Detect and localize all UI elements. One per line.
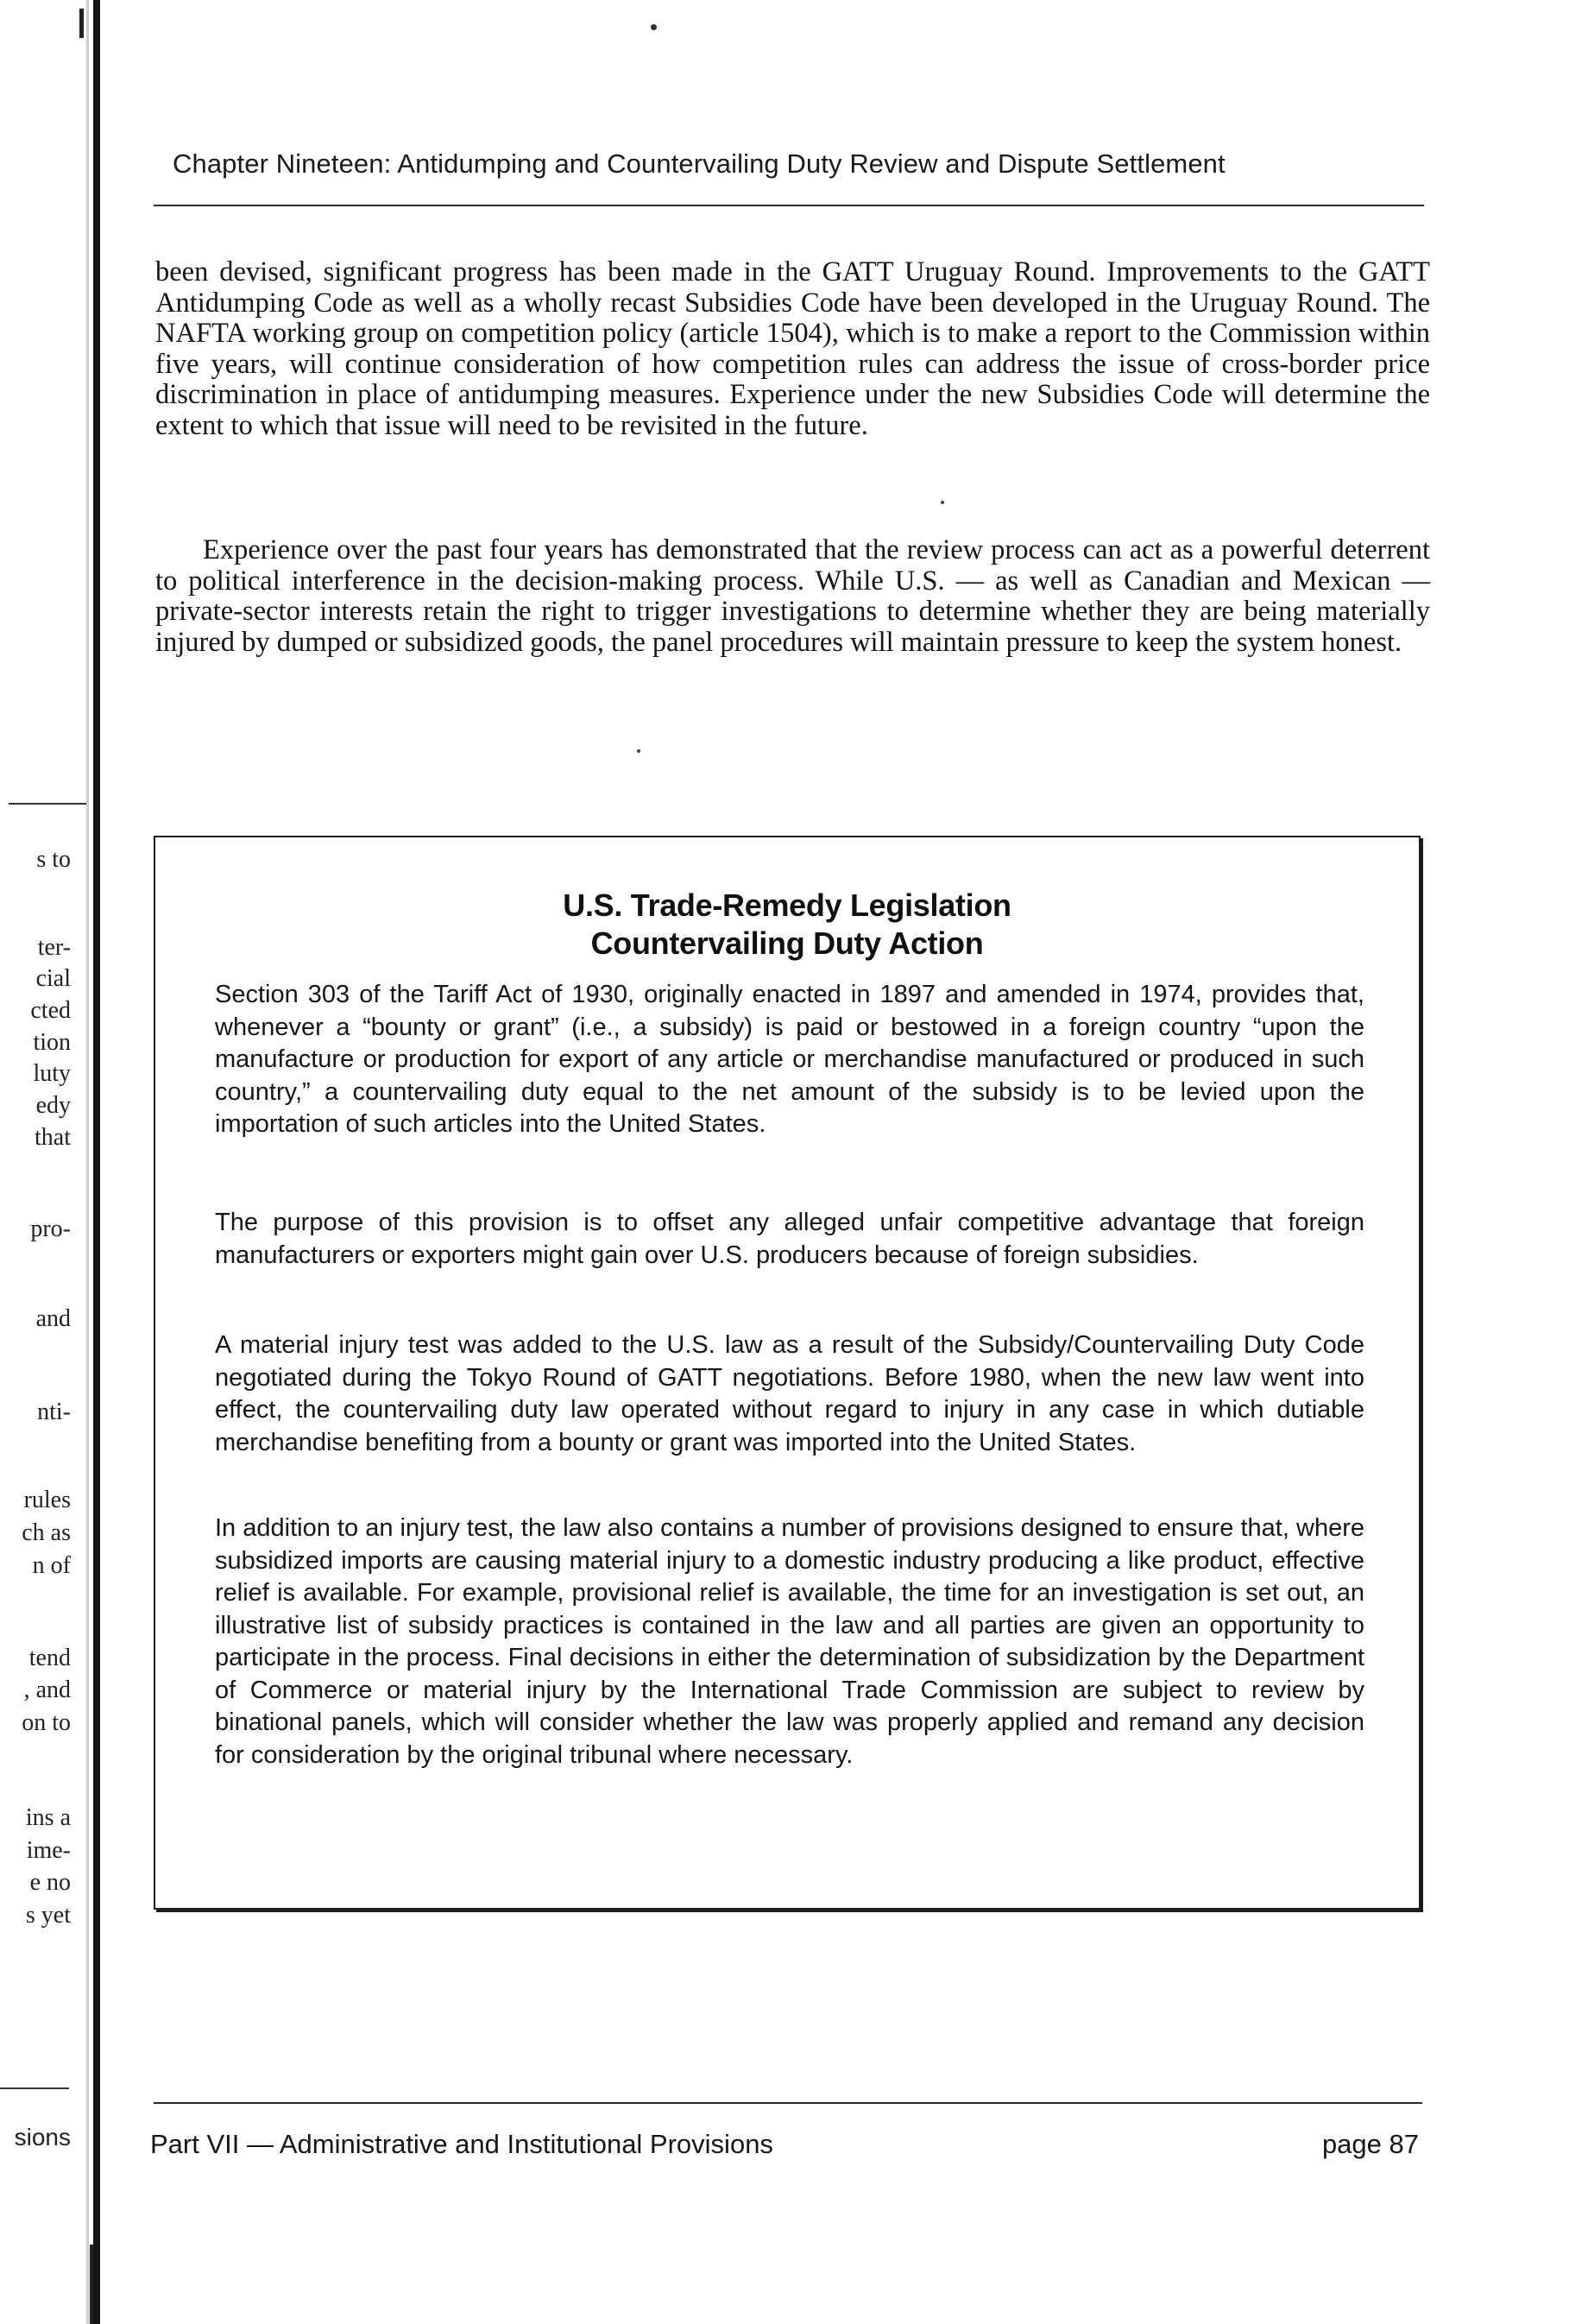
gutter-fragment: , and [23,1677,71,1703]
scan-dot [941,501,944,504]
footer-rule [154,2102,1422,2104]
header-rule [154,205,1424,206]
gutter-fragment: and [35,1305,71,1332]
gutter-fragment: ter- [37,934,71,961]
binding-edge [93,0,100,2324]
box-paragraph: Section 303 of the Tariff Act of 1930, originally enacted in 1897 and amended in 1974, provides that, whenever a “bounty or grant” (i.e., a subsidy) is paid or bestowed in a foreign country “upon the manufacture or production for export of any article or merchandise manufactured or produced in such country,” a countervailing duty equal to the net amount of the subsidy is to be levied upon the importation of such articles into the United States. [215,981,1364,1138]
body-paragraph: Experience over the past four years has demonstrated that the review process can act as a powerful deterrent to political interference in the decision-making process. While U.S. — as well as Canadian and Mexican — private-sector interests retain the right to trigger investigations to determine whether they are being materially injured by dumped or subsidized goods, the panel procedures will maintain pressure to keep the system honest. [155,534,1430,658]
gutter-fragment: that [35,1124,71,1151]
gutter-fragment: e no [29,1869,71,1896]
gutter-fragment: s yet [25,1902,71,1929]
gutter-fragment: n of [32,1552,71,1579]
facing-page-gutter [0,0,86,2324]
gutter-fragment: ime- [26,1837,71,1864]
gutter-fragment: tion [33,1029,71,1056]
gutter-fragment: sions [14,2124,71,2150]
gutter-fragment: nti- [37,1399,71,1425]
sidebar-box [154,836,1421,1910]
box-paragraph: A material injury test was added to the U.S. law as a result of the Subsidy/Countervailing Duty Code negotiated during the Tokyo Round of GATT negotiations. Before 1980, when the new law went into effect, the countervailing duty law operated without regard to injury in any case in which dutiable merchandise benefiting from a bounty or grant was imported into the United States. [215,1331,1364,1456]
gutter-fragment: s to [36,846,71,873]
gutter-fragment: cial [35,965,71,992]
gutter-fragment: luty [33,1060,71,1087]
gutter-fragment: tend [28,1645,71,1671]
running-header: Chapter Nineteen: Antidumping and Countervailing Duty Review and Dispute Settlement [173,148,1226,179]
gutter-divider [0,2087,69,2089]
box-title: U.S. Trade-Remedy Legislation [563,887,1011,923]
gutter-fragment: pro- [30,1216,71,1242]
box-subtitle: Countervailing Duty Action [590,925,984,961]
scan-dot [651,24,657,30]
page-number: page 87 [1321,2129,1419,2159]
gutter-divider [9,803,86,805]
footer-section: Part VII — Administrative and Institutional Provisions [150,2129,773,2159]
scan-dot [637,749,640,753]
scan-shadow [86,0,89,2324]
box-paragraph: In addition to an injury test, the law also contains a number of provisions designed to ensure that, where subsidized imports are causing material injury to a domestic industry producing a like product, effective relief is available. For example, provisional relief is available, the time for an investigation is set out, an illustrative list of subsidy practices is contained in the law and all parties are given an opportunity to participate in the process. Final decisions in either the determination of subsidization by the Department of Commerce or material injury by the International Trade Commission are subject to review by binational panels, which will consider whether the law was properly applied and remand any decision for consideration by the original tribunal where necessary. [215,1514,1364,1769]
scan-mark [90,2245,93,2324]
body-paragraph: been devised, significant progress has been made in the GATT Uruguay Round. Improvements to the GATT Antidumping Code as well as a wholly recast Subsidies Code have been developed in the Uruguay Round. The NAFTA working group on competition policy (article 1504), which is to make a report to the Commission within five years, will continue consideration of how competition rules can address the issue of cross-border price discrimination in place of antidumping measures. Experience under the new Subsidies Code will determine the extent to which that issue will need to be revisited in the future. [155,256,1430,441]
gutter-fragment: ch as [22,1519,71,1546]
gutter-fragment: on to [22,1709,71,1736]
gutter-fragment: cted [30,997,71,1024]
gutter-fragment: ins a [25,1804,71,1831]
gutter-fragment: rules [23,1487,71,1513]
scan-mark [79,9,84,38]
gutter-fragment: edy [35,1092,71,1119]
box-paragraph: The purpose of this provision is to offset any alleged unfair competitive advantage that foreign manufacturers or exporters might gain over U.S. producers because of foreign subsidies. [215,1209,1364,1269]
